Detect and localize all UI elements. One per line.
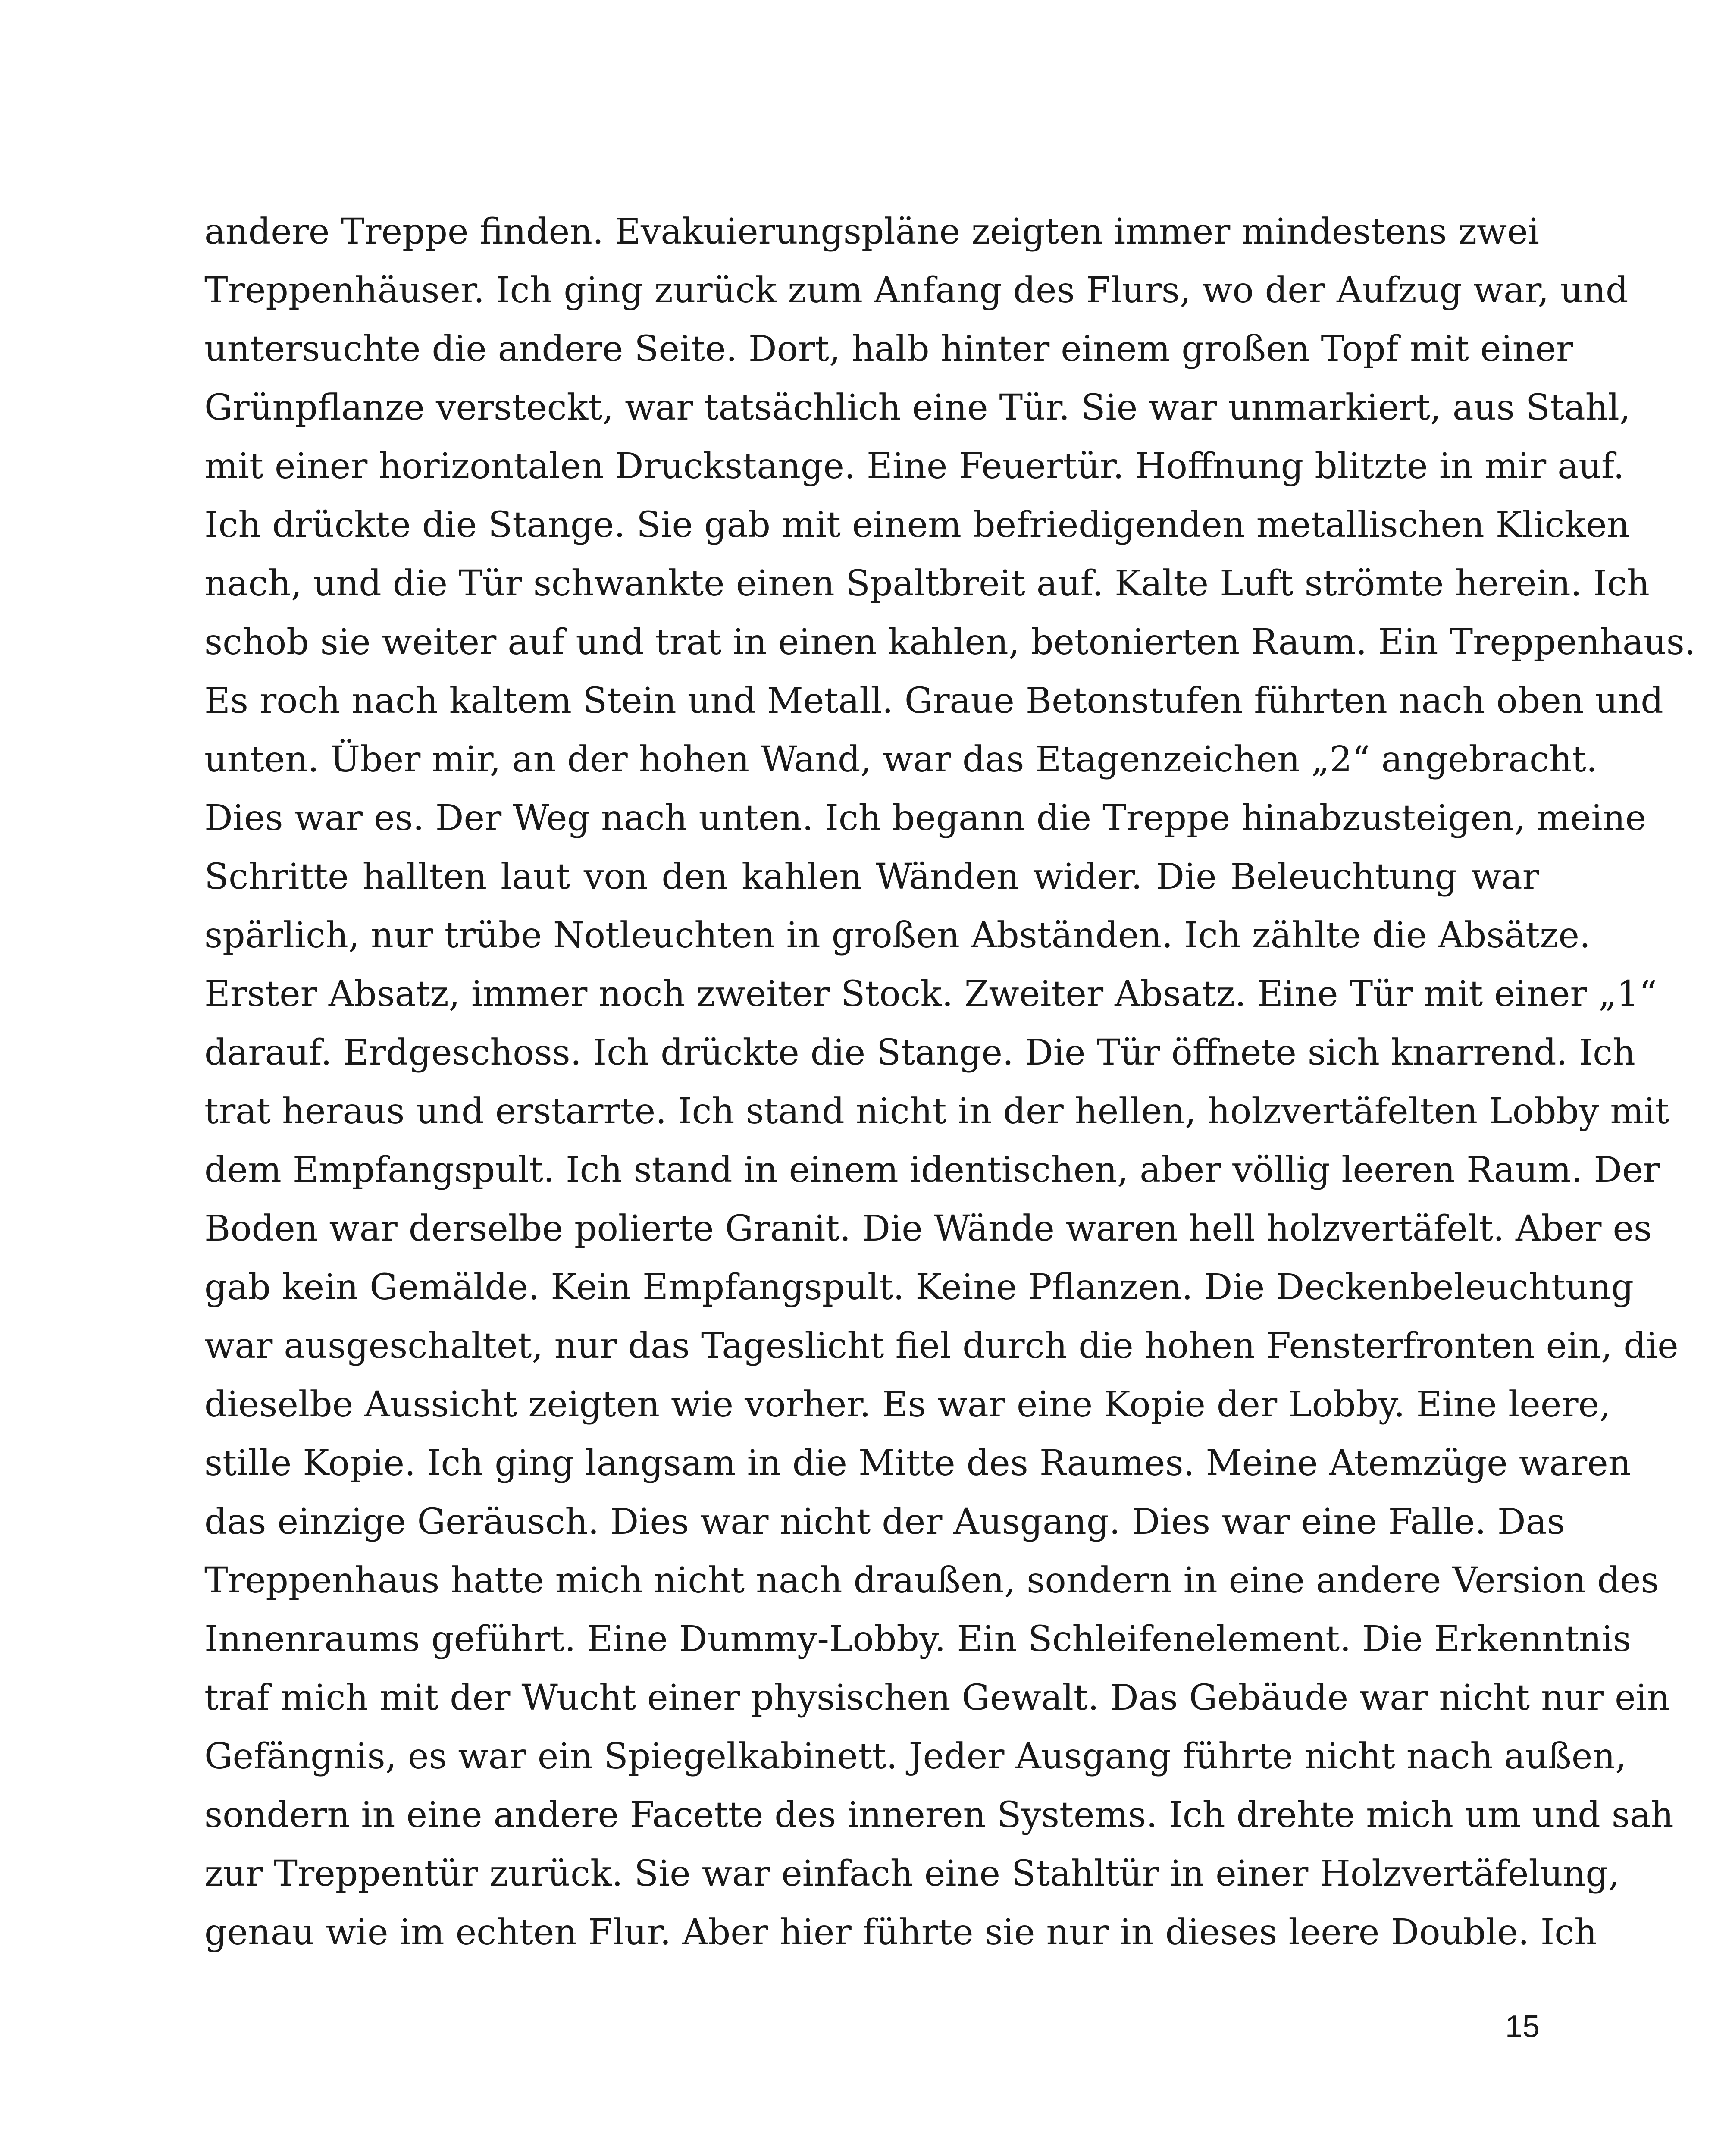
text-line: untersuchte die andere Seite. Dort, halb hinter einem großen Topf mit einer xyxy=(204,329,1573,370)
page-number: 15 xyxy=(1505,2009,1540,2044)
text-line: Dies war es. Der Weg nach unten. Ich begann die Treppe hinabzusteigen, meine xyxy=(204,798,1646,839)
text-line: mit einer horizontalen Druckstange. Eine Feuertür. Hoffnung blitzte in mir auf. xyxy=(204,446,1625,487)
text-line: dieselbe Aussicht zeigten wie vorher. Es war eine Kopie der Lobby. Eine leere, xyxy=(204,1384,1611,1425)
text-line: stille Kopie. Ich ging langsam in die Mitte des Raumes. Meine Atemzüge waren xyxy=(204,1443,1631,1484)
text-line: Erster Absatz, immer noch zweiter Stock. Zweiter Absatz. Eine Tür mit einer „1“ xyxy=(204,974,1657,1015)
text-line: das einzige Geräusch. Dies war nicht der Ausgang. Dies war eine Falle. Das xyxy=(204,1501,1565,1542)
text-line: schob sie weiter auf und trat in einen kahlen, betonierten Raum. Ein Treppenhaus. xyxy=(204,622,1696,663)
text-line: gab kein Gemälde. Kein Empfangspult. Keine Pflanzen. Die Deckenbeleuchtung xyxy=(204,1267,1634,1308)
text-line: andere Treppe finden. Evakuierungspläne zeigten immer mindestens zwei xyxy=(204,211,1539,252)
text-line: war ausgeschaltet, nur das Tageslicht fiel durch die hohen Fensterfronten ein, die xyxy=(204,1326,1679,1366)
text-line: sondern in eine andere Facette des inneren Systems. Ich drehte mich um und sah xyxy=(204,1795,1674,1836)
text-line: trat heraus und erstarrte. Ich stand nicht in der hellen, holzvertäfelten Lobby mit xyxy=(204,1091,1669,1132)
text-line: Treppenhäuser. Ich ging zurück zum Anfang des Flurs, wo der Aufzug war, und xyxy=(204,270,1629,311)
text-line: spärlich, nur trübe Notleuchten in großen Abständen. Ich zählte die Absätze. xyxy=(204,915,1591,956)
text-line: Treppenhaus hatte mich nicht nach draußen, sondern in eine andere Version des xyxy=(204,1560,1659,1601)
text-line: Ich drückte die Stange. Sie gab mit einem befriedigenden metallischen Klicken xyxy=(204,505,1630,545)
text-line: Boden war derselbe polierte Granit. Die Wände waren hell holzvertäfelt. Aber es xyxy=(204,1208,1652,1249)
text-line: Schritte hallten laut von den kahlen Wänden wider. Die Beleuchtung war xyxy=(204,856,1539,897)
text-line: traf mich mit der Wucht einer physischen Gewalt. Das Gebäude war nicht nur ein xyxy=(204,1677,1670,1718)
text-line: nach, und die Tür schwankte einen Spaltbreit auf. Kalte Luft strömte herein. Ich xyxy=(204,563,1650,604)
text-line: dem Empfangspult. Ich stand in einem identischen, aber völlig leeren Raum. Der xyxy=(204,1150,1660,1191)
text-line: Grünpflanze versteckt, war tatsächlich eine Tür. Sie war unmarkiert, aus Stahl, xyxy=(204,387,1631,428)
body-text xyxy=(204,203,1696,1962)
text-line: unten. Über mir, an der hohen Wand, war das Etagenzeichen „2“ angebracht. xyxy=(204,739,1597,780)
text-line: genau wie im echten Flur. Aber hier führte sie nur in dieses leere Double. Ich xyxy=(204,1912,1597,1953)
text-line: zur Treppentür zurück. Sie war einfach eine Stahltür in einer Holzvertäfelung, xyxy=(204,1853,1619,1894)
text-line: Es roch nach kaltem Stein und Metall. Graue Betonstufen führten nach oben und xyxy=(204,680,1663,721)
text-line: Innenraums geführt. Eine Dummy-Lobby. Ein Schleifenelement. Die Erkenntnis xyxy=(204,1619,1631,1660)
text-line: darauf. Erdgeschoss. Ich drückte die Stange. Die Tür öffnete sich knarrend. Ich xyxy=(204,1032,1635,1073)
text-line: Gefängnis, es war ein Spiegelkabinett. Jeder Ausgang führte nicht nach außen, xyxy=(204,1736,1627,1777)
